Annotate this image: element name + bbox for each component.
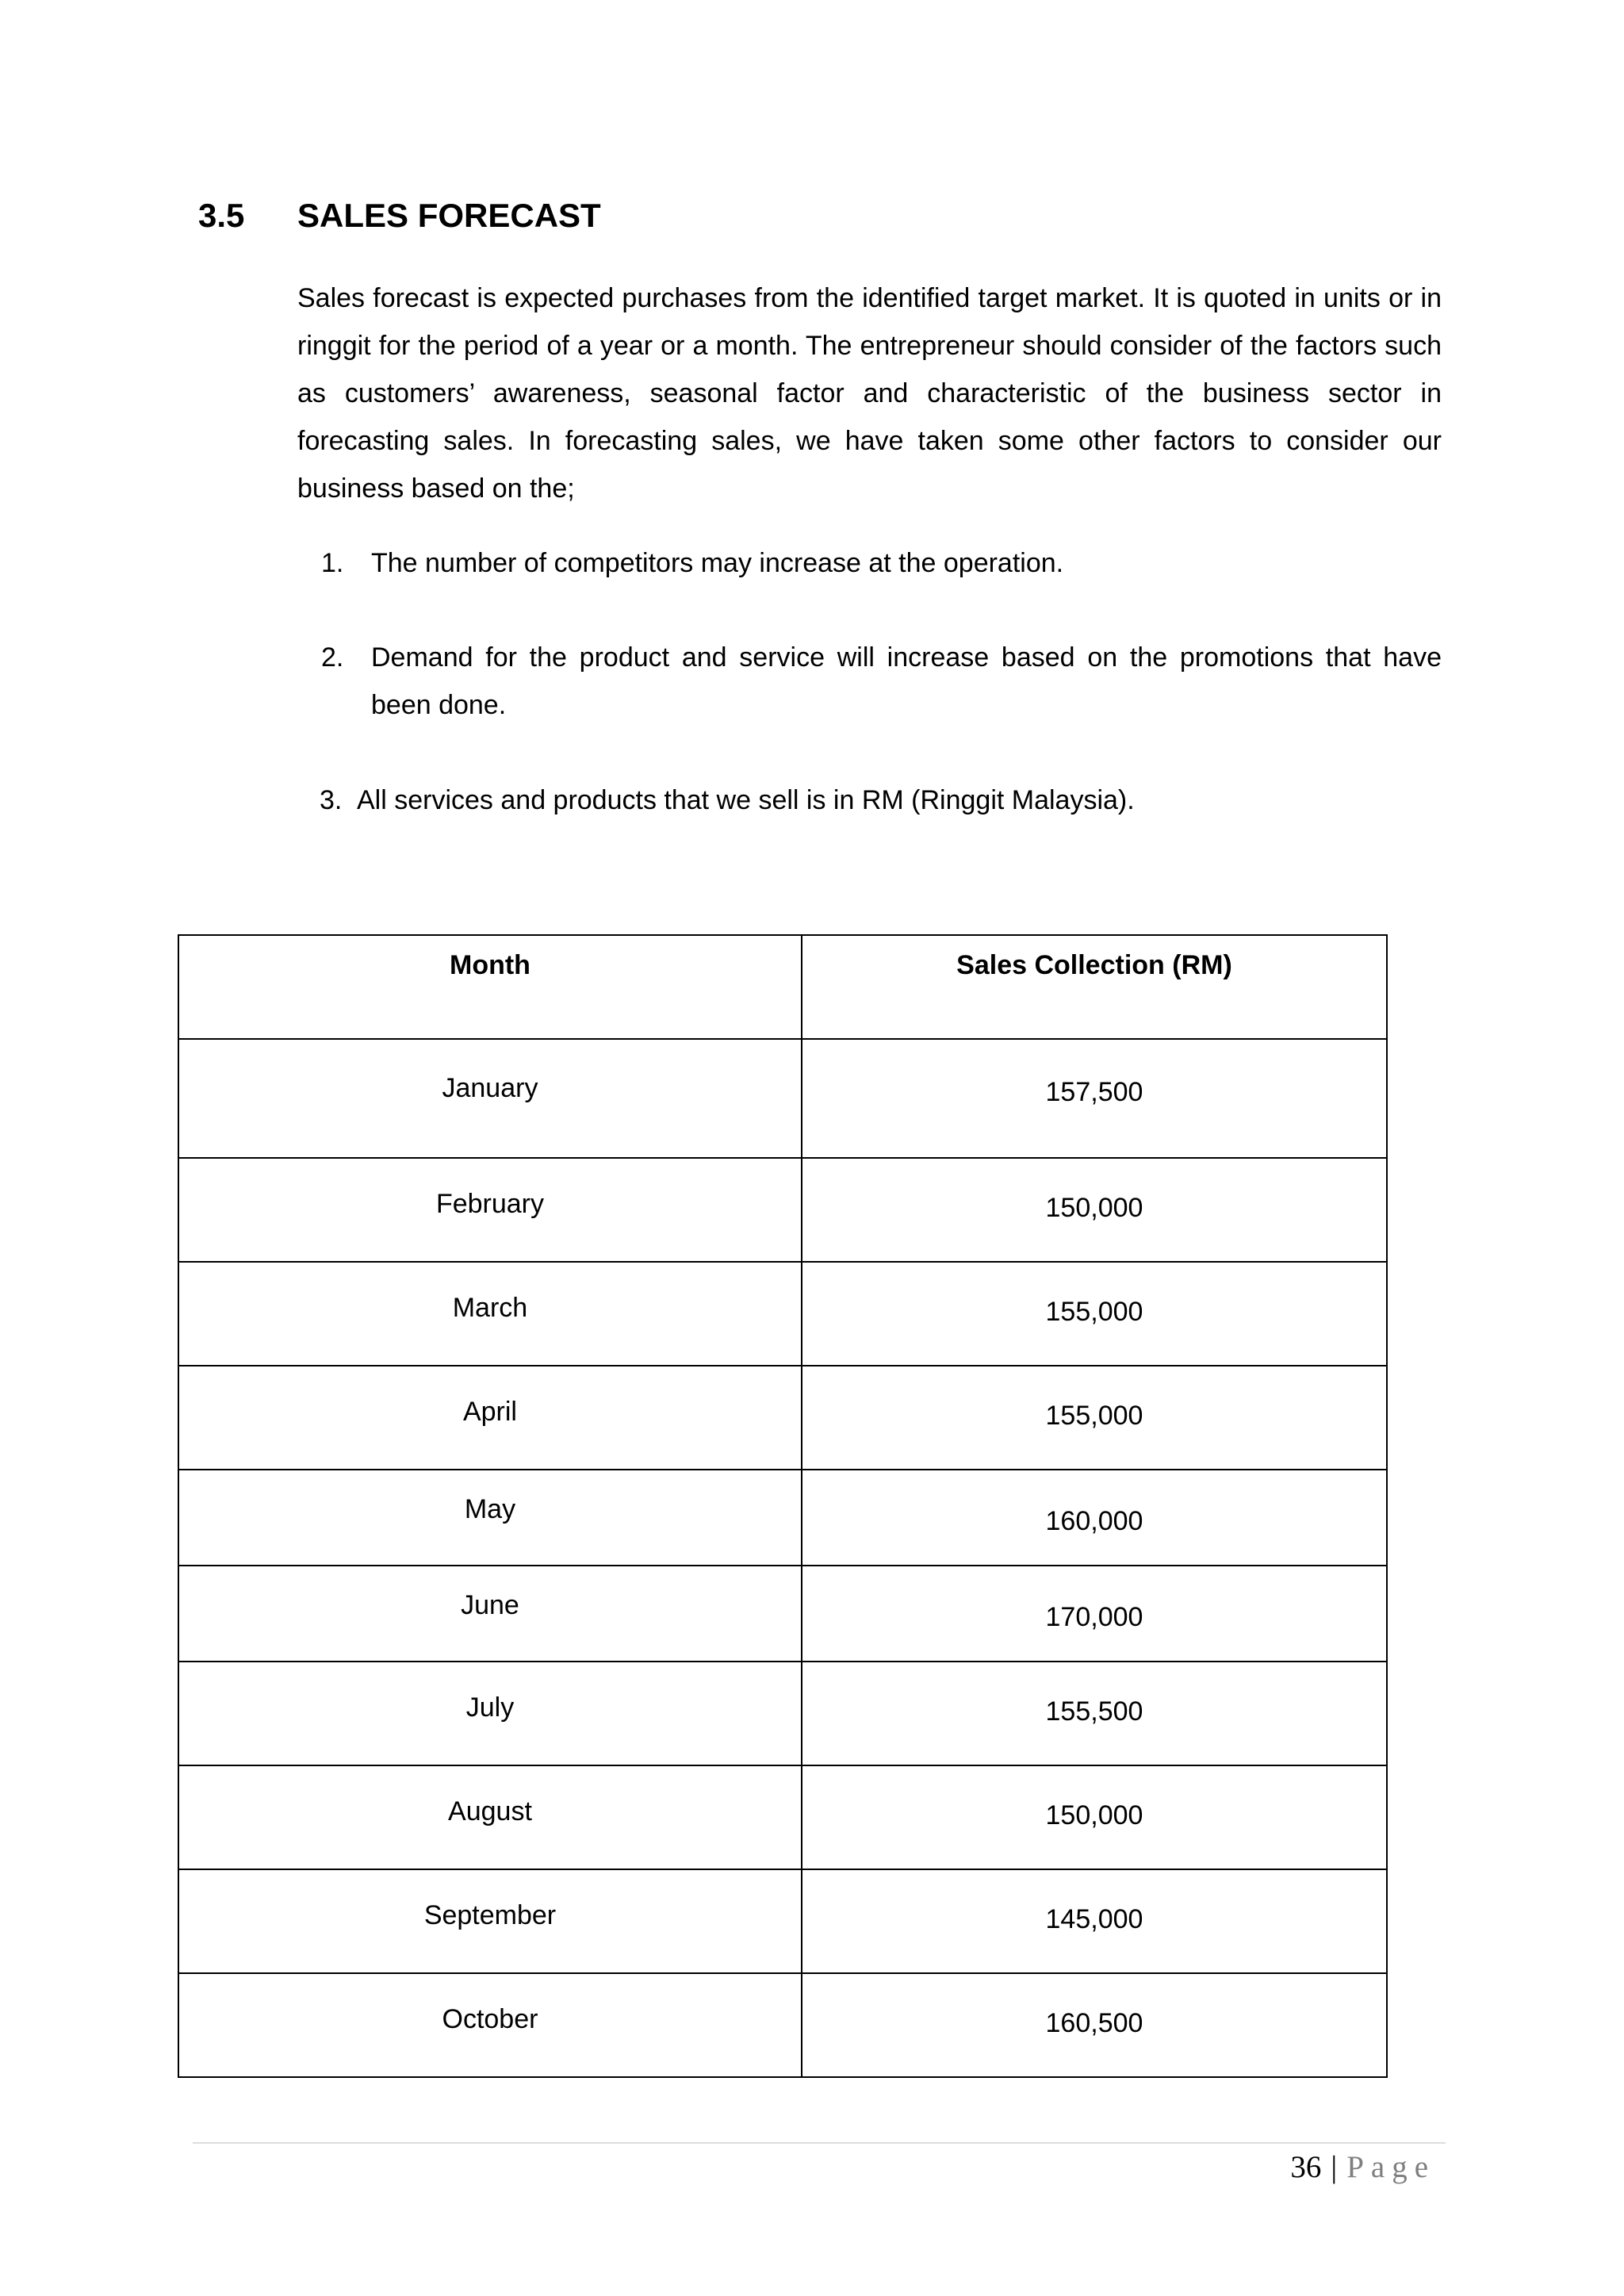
- factor-number: 3.: [320, 785, 343, 815]
- table-header-row: [178, 935, 1387, 1039]
- sales-value: 155,500: [1045, 1696, 1143, 1727]
- month-label: August: [448, 1796, 532, 1826]
- sales-cell: [802, 1470, 1387, 1566]
- intro-paragraph: Sales forecast is expected purchases from the identified target market. It is quoted in units or in ringgit for the period of a year or a month. The entrepreneur should consider of the factors such as customers’ awareness, seasonal factor and characteristic of the business sector in forecasting sales. In forecasting sales, we have taken some other factors to consider our business based on the;: [297, 283, 1442, 504]
- sales-value: 155,000: [1045, 1297, 1143, 1327]
- sales-cell: [802, 1973, 1387, 2077]
- month-label: May: [464, 1494, 516, 1524]
- month-cell: [178, 1662, 802, 1765]
- factor-item: [320, 776, 1442, 824]
- sales-cell: [802, 1869, 1387, 1973]
- month-label: January: [442, 1073, 538, 1103]
- sales-value: 160,000: [1045, 1506, 1143, 1536]
- sales-cell: [802, 1262, 1387, 1366]
- month-cell: [178, 1869, 802, 1973]
- month-label: February: [435, 1189, 544, 1219]
- month-cell: [178, 1765, 802, 1869]
- month-label: September: [423, 1900, 557, 1930]
- table-row: [178, 1039, 1387, 1158]
- section-number: 3.5: [198, 197, 245, 234]
- sales-cell: [802, 1566, 1387, 1662]
- sales-forecast-table: [178, 934, 1388, 2078]
- sales-value: 145,000: [1045, 1904, 1143, 1934]
- month-cell: [178, 1973, 802, 2077]
- table-row: [178, 1262, 1387, 1366]
- month-label: October: [442, 2004, 538, 2034]
- sales-cell: [802, 1366, 1387, 1470]
- month-label: June: [461, 1590, 519, 1620]
- table-row: [178, 1566, 1387, 1662]
- sales-value: 155,000: [1045, 1401, 1143, 1431]
- factor-list: [321, 539, 1442, 824]
- month-cell: [178, 1262, 802, 1366]
- section-heading: [198, 197, 601, 235]
- sales-value: 157,500: [1045, 1077, 1143, 1107]
- month-cell: [178, 1366, 802, 1470]
- table-row: [178, 1869, 1387, 1973]
- sales-cell: [802, 1662, 1387, 1765]
- sales-cell: [802, 1765, 1387, 1869]
- table-row: [178, 1158, 1387, 1262]
- page-number: 36: [1290, 2150, 1322, 2184]
- month-label: July: [465, 1692, 515, 1723]
- factor-text: All services and products that we sell is in RM (Ringgit Malaysia).: [357, 785, 1135, 815]
- column-header-sales-collection: Sales Collection (RM): [802, 935, 1387, 1039]
- month-label: March: [452, 1293, 528, 1323]
- table-row: [178, 1973, 1387, 2077]
- page-separator: |: [1331, 2150, 1338, 2184]
- sales-value: 150,000: [1045, 1193, 1143, 1223]
- column-header-month: Month: [178, 935, 802, 1039]
- sales-value: 150,000: [1045, 1800, 1143, 1830]
- month-cell: [178, 1470, 802, 1566]
- month-label: April: [462, 1397, 517, 1427]
- factor-text: The number of competitors may increase at the operation.: [371, 548, 1064, 578]
- factor-number: 1.: [321, 548, 344, 578]
- page-footer: [1290, 2149, 1435, 2185]
- section-title: SALES FORECAST: [297, 197, 601, 234]
- sales-value: 170,000: [1045, 1602, 1143, 1632]
- table-row: [178, 1662, 1387, 1765]
- factor-item: [321, 634, 1442, 729]
- page-word: Page: [1346, 2150, 1435, 2184]
- table-row: [178, 1366, 1387, 1470]
- factor-text: Demand for the product and service will increase based on the promotions that have been done.: [371, 642, 1442, 720]
- sales-cell: [802, 1039, 1387, 1158]
- sales-value: 160,500: [1045, 2008, 1143, 2038]
- sales-cell: [802, 1158, 1387, 1262]
- month-cell: [178, 1158, 802, 1262]
- table-row: [178, 1470, 1387, 1566]
- footer-divider: [193, 2142, 1446, 2144]
- table-row: [178, 1765, 1387, 1869]
- month-cell: [178, 1039, 802, 1158]
- month-cell: [178, 1566, 802, 1662]
- factor-number: 2.: [321, 642, 344, 673]
- factor-item: [321, 539, 1442, 587]
